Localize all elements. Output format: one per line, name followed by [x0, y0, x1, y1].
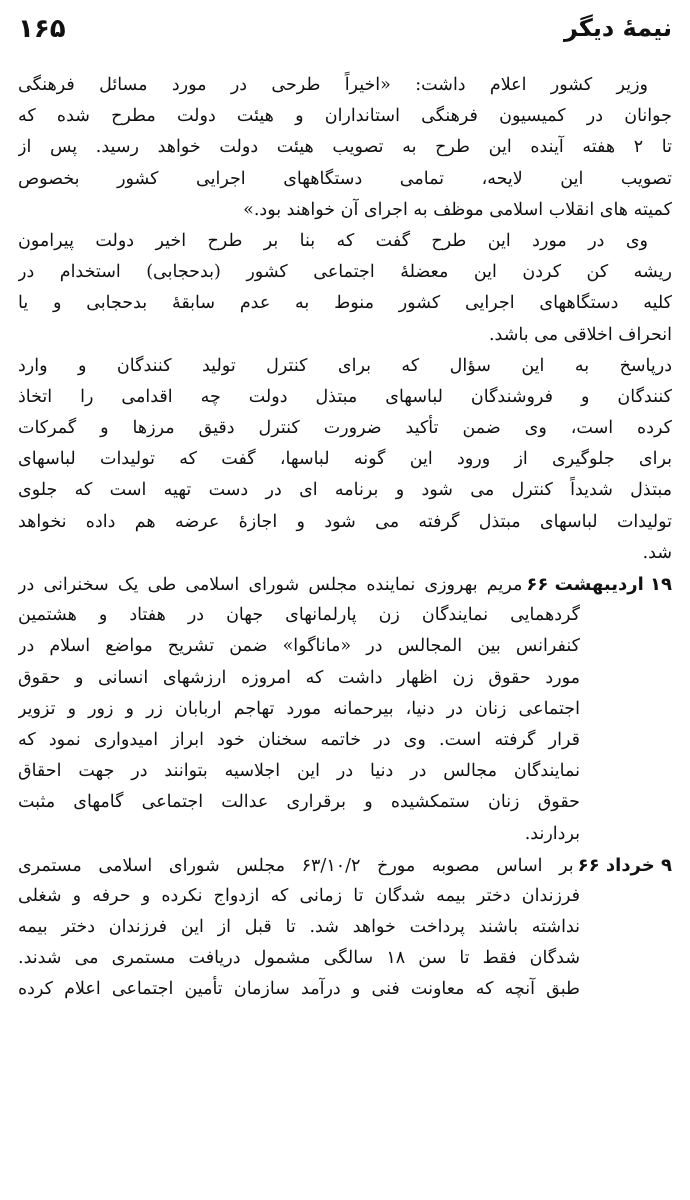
page-number: ۱۶۵	[18, 14, 66, 44]
text-line: انحراف اخلاقی می باشد.	[488, 324, 672, 345]
text-line: مورد حقوق زن اظهار داشت که امروزه ارزشهای انسانی و حقوق	[18, 667, 580, 688]
page-header	[18, 14, 672, 54]
text-line: فرزندان دختر بیمه شدگان تا زمانی که ازدواج نکرده و حرفه و شغلی	[18, 885, 580, 906]
text-line: کنفرانس بین المجالس در «ماناگوا» ضمن تشریح مواضع اسلام در	[18, 636, 580, 657]
dated-entry-line	[18, 850, 672, 881]
dated-entry-line	[18, 569, 672, 600]
text-line: مبتذل شدیداً کنترل می شود و برنامه ای در دست تهیه است که جلوی	[18, 480, 672, 501]
text-line: درپاسخ به این سؤال که برای کنترل تولید کنندگان و وارد	[18, 355, 672, 376]
body-text	[18, 70, 672, 1006]
text-line: تولیدات لباسهای مبتذل گرفته می شود و اجازهٔ عرضه هم داده نخواهد	[18, 511, 672, 532]
text-line: شد.	[642, 542, 672, 563]
text-line: بردارند.	[524, 823, 580, 844]
text-line: طبق آنچه که معاونت فنی و درآمد سازمان تأمین اجتماعی اعلام کرده	[18, 979, 580, 1000]
text-line: بر اساس مصوبه مورخ ۶۳/۱۰/۲ مجلس شورای اسلامی مستمری	[18, 855, 574, 876]
entry-date: ۹ خرداد ۶۶	[577, 854, 672, 876]
text-line: وی در مورد این طرح گفت که بنا بر طرح اخیر دولت پیرامون	[18, 230, 648, 251]
text-line: ریشه کن کردن این معضلهٔ اجتماعی کشور (بدحجابی) استخدام در	[18, 262, 672, 283]
text-line: کلیه دستگاههای اجرایی کشور منوط به عدم سابقهٔ بدحجابی و یا	[18, 293, 672, 314]
text-line: کرده است، وی ضمن تأکید ضرورت کنترل دقیق مرزها و گمرکات	[18, 418, 672, 439]
text-line: گردهمایی نمایندگان زن پارلمانهای جهان در هفتاد و هشتمین	[18, 605, 580, 626]
text-line: جوانان در کمیسیون فرهنگی استانداران و هیئت دولت مطرح شده که	[18, 106, 672, 127]
text-line: نداشته باشند پرداخت خواهد شد. تا قبل از این فرزندان دختر بیمه	[18, 917, 580, 938]
text-line: نمایندگان مجالس در دنیا در این اجلاسیه بتوانند در جهت احقاق	[18, 761, 580, 782]
text-line: مریم بهروزی نماینده مجلس شورای اسلامی طی یک سخنرانی در	[18, 575, 523, 595]
text-line: کمیته های انقلاب اسلامی موظف به اجرای آن خواهند بود.»	[243, 199, 672, 220]
text-line: اجتماعی زنان در دنیا، بیرحمانه مورد تهاجم اربابان زر و زور و تزویر	[18, 698, 580, 719]
text-line: شدگان فقط تا سن ۱۸ سالگی مشمول دریافت مستمری می شدند.	[18, 948, 580, 969]
running-head-title: نیمهٔ دیگر	[563, 14, 672, 42]
text-line: وزیر کشور اعلام داشت: «اخیراً طرحی در مورد مسائل فرهنگی	[18, 75, 648, 95]
text-line: حقوق زنان ستمکشیده و برقراری عدالت اجتماعی گامهای مثبت	[18, 792, 580, 813]
text-line: کنندگان و فروشندگان لباسهای مبتذل دولت چه اقدامی را اتخاذ	[18, 386, 672, 407]
text-line: قرار گرفته است. وی در خاتمه سخنان خود ابراز امیدواری نمود که	[18, 729, 580, 750]
entry-date: ۱۹ اردیبهشت ۶۶	[526, 574, 672, 595]
text-line: برای جلوگیری از ورود این گونه لباسها، گفت که تولیدات لباسهای	[18, 449, 672, 470]
text-line: تصویب این لایحه، تمامی دستگاههای اجرایی کشور بخصوص	[18, 168, 672, 189]
text-line: تا ۲ هفته آینده این طرح به تصویب هیئت دولت خواهد رسید. پس از	[18, 137, 672, 158]
